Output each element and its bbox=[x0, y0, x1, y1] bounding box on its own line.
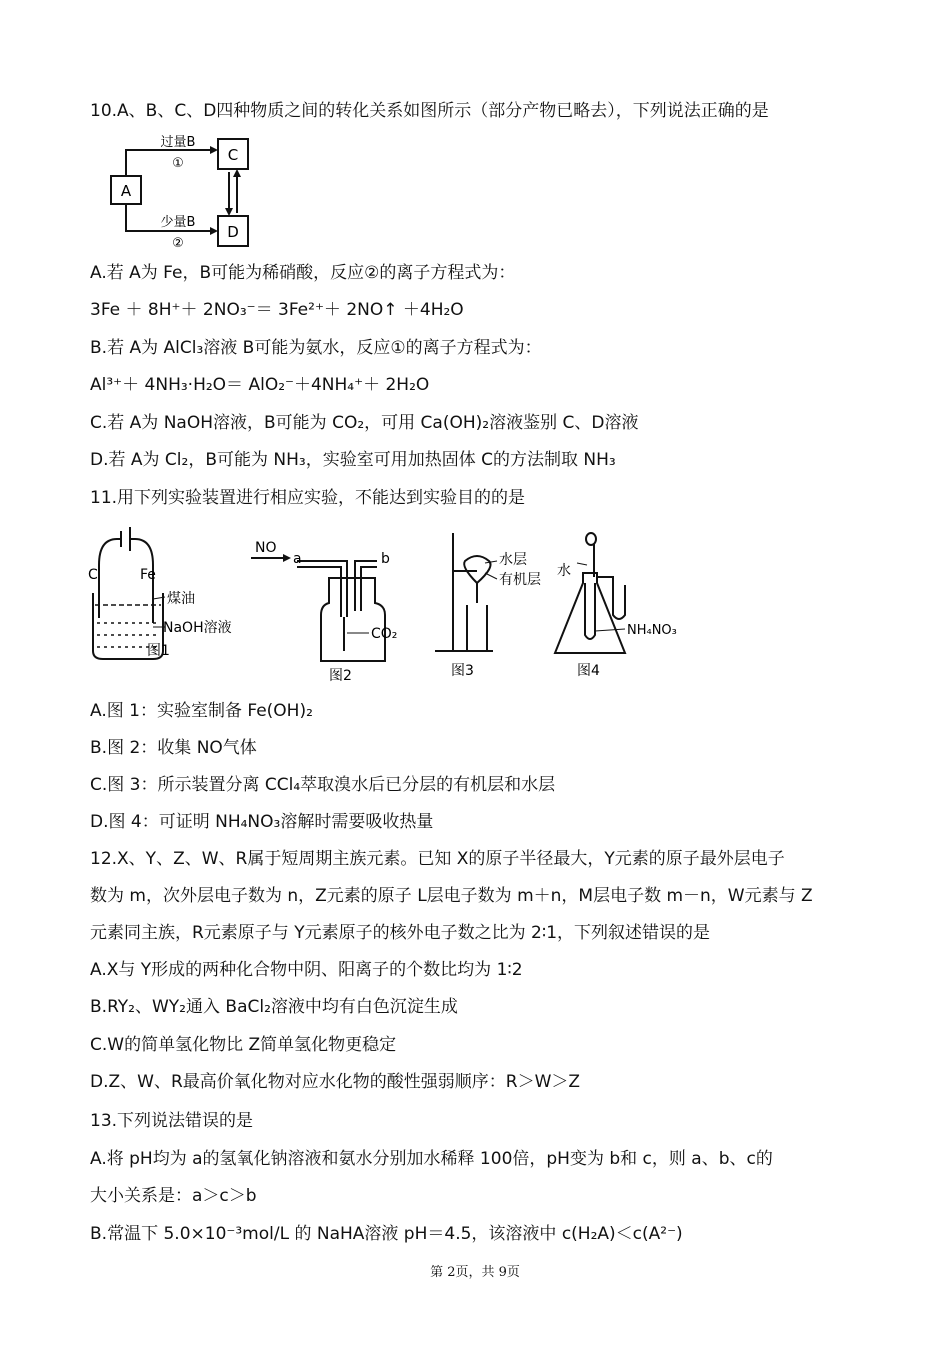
q11-stem: 11.用下列实验装置进行相应实验，不能达到实验目的的是 bbox=[90, 488, 526, 508]
q10-edge1-label: 过量B bbox=[160, 135, 196, 150]
q10-option-b: B.若 A为 AlCl₃溶液 B可能为氨水，反应①的离子方程式为： bbox=[90, 338, 542, 358]
q10-edge1-num: ① bbox=[172, 156, 184, 171]
q10-option-a: A.若 A为 Fe，B可能为稀硝酸，反应②的离子方程式为： bbox=[90, 263, 516, 283]
q11-apparatus-figures bbox=[85, 523, 705, 683]
fig2-caption: 图2 bbox=[329, 668, 352, 683]
fig2-no-label: NO bbox=[255, 540, 277, 556]
fig4-nh4no3-label: NH₄NO₃ bbox=[627, 623, 677, 638]
q11-option-c: C.图 3：所示装置分离 CCl₄萃取溴水后已分层的有机层和水层 bbox=[90, 775, 556, 795]
fig1-caption: 图1 bbox=[147, 643, 170, 659]
fig1-oil-label: 煤油 bbox=[167, 591, 195, 607]
fig1-electrode-c-label: C bbox=[88, 567, 98, 583]
q10-node-d bbox=[218, 216, 248, 246]
q10-equation-a: 3Fe ＋ 8H⁺＋ 2NO₃⁻＝ 3Fe²⁺＋ 2NO↑ ＋4H₂O bbox=[90, 300, 464, 320]
fig3-separatory-funnel bbox=[435, 533, 541, 679]
page-footer: 第 2页，共 9页 bbox=[430, 1265, 520, 1280]
q13-option-b: B.常温下 5.0×10⁻³mol/L 的 NaHA溶液 pH＝4.5，该溶液中 c(H₂A)＜c(A²⁻) bbox=[90, 1224, 683, 1244]
q10-conversion-diagram bbox=[100, 128, 260, 250]
q11-option-a: A.图 1：实验室制备 Fe(OH)₂ bbox=[90, 701, 313, 721]
q10-option-c: C.若 A为 NaOH溶液，B可能为 CO₂，可用 Ca(OH)₂溶液鉴别 C、D溶液 bbox=[90, 413, 639, 433]
q13-option-a-line1: A.将 pH均为 a的氢氧化钠溶液和氨水分别加水稀释 100倍，pH变为 b和 c，则 a、b、c的 bbox=[90, 1149, 773, 1169]
q10-node-d-label: D bbox=[227, 223, 239, 241]
q13-stem: 13.下列说法错误的是 bbox=[90, 1111, 254, 1131]
q12-option-a: A.X与 Y形成的两种化合物中阴、阳离子的个数比均为 1∶2 bbox=[90, 960, 523, 980]
fig3-water-layer-label: 水层 bbox=[499, 552, 527, 568]
fig3-caption: 图3 bbox=[451, 663, 474, 679]
q11-option-d: D.图 4：可证明 NH₄NO₃溶解时需要吸收热量 bbox=[90, 812, 434, 832]
q12-option-b: B.RY₂、WY₂通入 BaCl₂溶液中均有白色沉淀生成 bbox=[90, 997, 458, 1017]
q10-node-c bbox=[218, 139, 248, 169]
fig4-flask-utube bbox=[555, 533, 677, 679]
fig4-caption: 图4 bbox=[577, 663, 600, 679]
fig2-gas-bottle bbox=[251, 540, 397, 683]
q10-edge2-num: ② bbox=[172, 236, 184, 250]
q13-option-a-line2: 大小关系是：a＞c＞b bbox=[90, 1186, 257, 1206]
q12-stem-line3: 元素同主族，R元素原子与 Y元素原子的核外电子数之比为 2∶1，下列叙述错误的是 bbox=[90, 923, 711, 943]
q12-option-d: D.Z、W、R最高价氧化物对应水化物的酸性强弱顺序：R＞W＞Z bbox=[90, 1072, 581, 1092]
q12-option-c: C.W的简单氢化物比 Z简单氢化物更稳定 bbox=[90, 1035, 397, 1055]
q10-equation-b: Al³⁺＋ 4NH₃·H₂O＝ AlO₂⁻＋4NH₄⁺＋ 2H₂O bbox=[90, 375, 430, 395]
fig1-electrode-fe-label: Fe bbox=[140, 567, 156, 583]
q12-stem-line2: 数为 m，次外层电子数为 n，Z元素的原子 L层电子数为 m＋n，M层电子数 m－n，W元素与 Z bbox=[90, 886, 813, 906]
q10-stem: 10.A、B、C、D四种物质之间的转化关系如图所示（部分产物已略去），下列说法正确的是 bbox=[90, 101, 769, 121]
fig2-co2-label: CO₂ bbox=[371, 626, 398, 642]
q10-node-a bbox=[111, 176, 141, 204]
q10-arrowhead-d bbox=[210, 227, 218, 235]
fig2-port-a: a bbox=[293, 551, 302, 567]
q10-edge2-label: 少量B bbox=[160, 215, 196, 230]
q10-node-a-label: A bbox=[120, 182, 132, 200]
fig4-water-label: 水 bbox=[557, 563, 571, 579]
fig1-electrolysis-apparatus bbox=[88, 527, 232, 659]
q12-stem-line1: 12.X、Y、Z、W、R属于短周期主族元素。已知 X的原子半径最大，Y元素的原子最外层电子 bbox=[90, 849, 785, 869]
q10-arrowhead-c bbox=[210, 146, 218, 154]
q10-arrow-a-to-c bbox=[126, 150, 214, 176]
fig3-organic-layer-label: 有机层 bbox=[499, 572, 541, 588]
fig1-naoh-label: NaOH溶液 bbox=[163, 620, 232, 636]
fig2-port-b: b bbox=[381, 551, 390, 567]
q10-option-d: D.若 A为 Cl₂，B可能为 NH₃，实验室可用加热固体 C的方法制取 NH₃ bbox=[90, 450, 616, 470]
q10-node-c-label: C bbox=[227, 146, 239, 164]
q11-option-b: B.图 2：收集 NO气体 bbox=[90, 738, 257, 758]
